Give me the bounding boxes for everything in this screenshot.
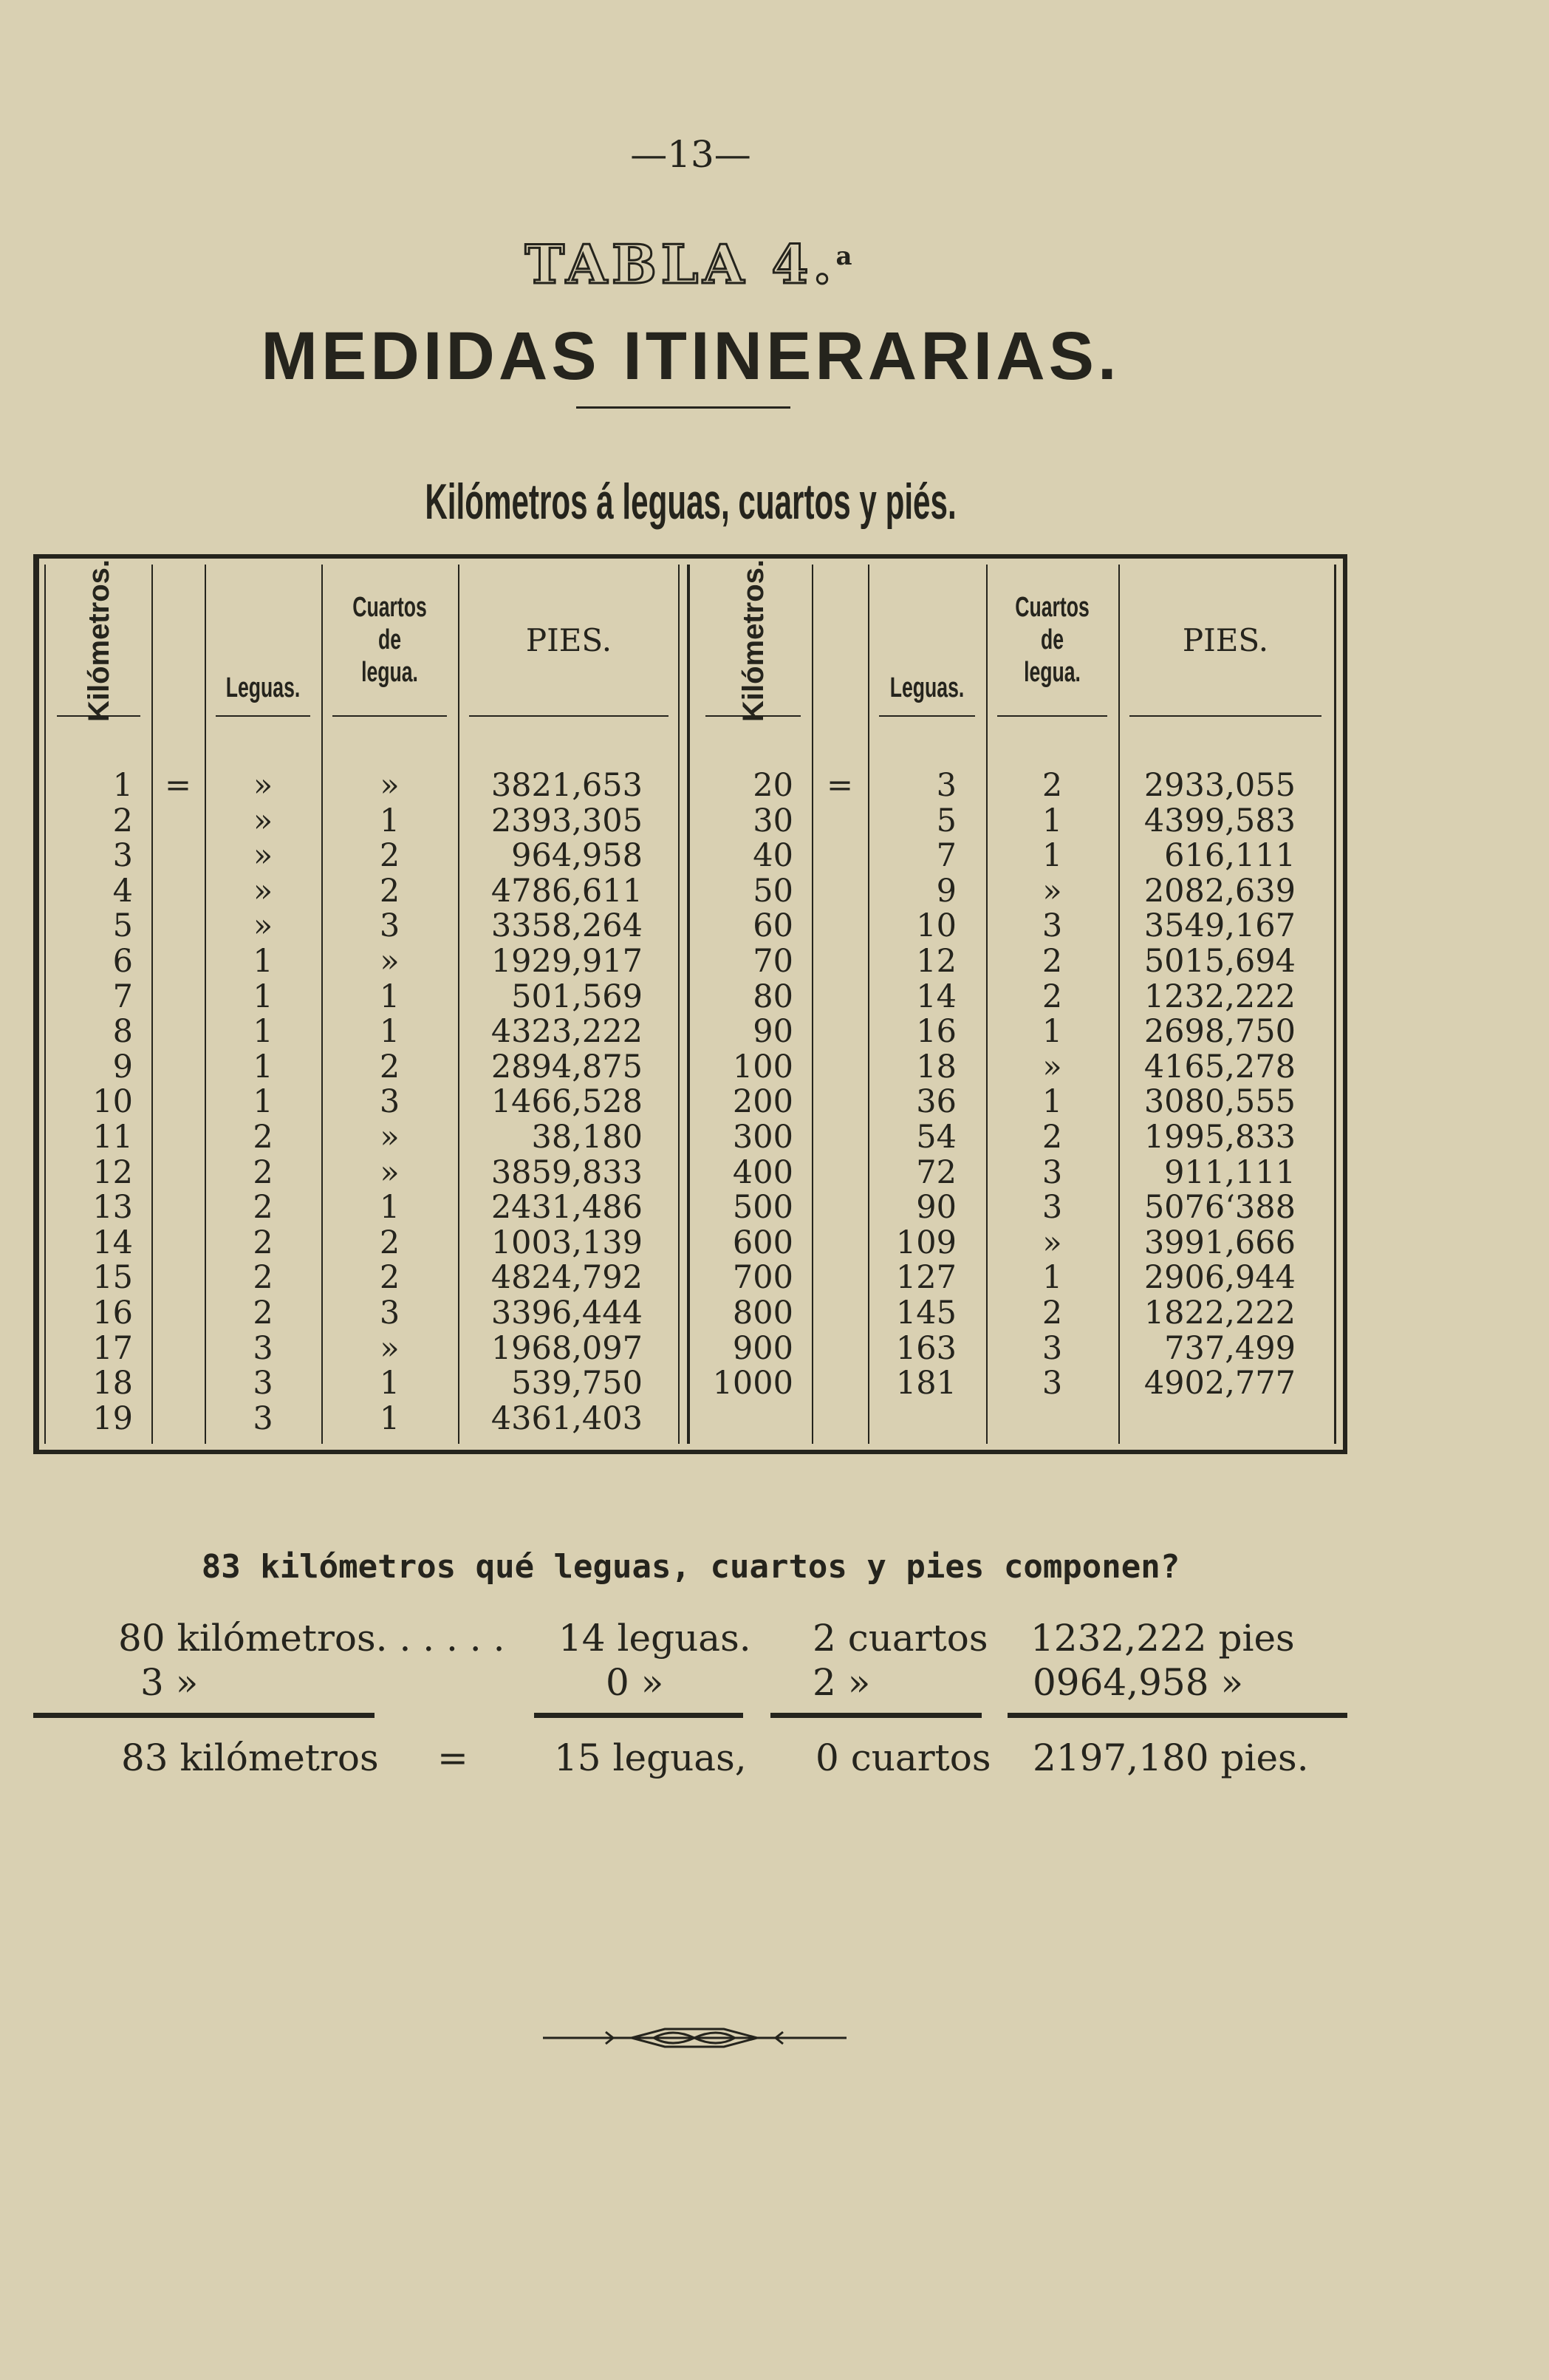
kilometros-cell: 700: [732, 1259, 793, 1297]
leguas-cell: 2: [253, 1259, 273, 1297]
cuartos-cell: 1: [379, 1365, 400, 1402]
table-label-text: TABLA 4.: [524, 233, 836, 296]
leguas-cell: 2: [253, 1153, 273, 1191]
leguas-cell: 1: [253, 978, 273, 1015]
leguas-cell: 54: [916, 1119, 957, 1156]
leguas-cell: 3: [936, 767, 957, 804]
cuartos-cell: 3: [379, 907, 400, 945]
pies-cell: 3821,653: [490, 767, 643, 804]
kilometros-cell: 2: [112, 802, 133, 839]
pies-cell: 4323,222: [490, 1013, 643, 1051]
leguas-cell: 163: [895, 1329, 957, 1367]
cuartos-cell: 3: [379, 1083, 400, 1121]
leguas-cell: »: [253, 872, 273, 910]
right-header-pies: PIES.: [1182, 621, 1269, 658]
ornament-divider-icon: [543, 2025, 847, 2051]
kilometros-cell: 400: [732, 1153, 793, 1191]
left-header-kilometros: [46, 559, 151, 723]
sum-rule-cuartos: [770, 1713, 982, 1718]
example-cuartos-2: 2 »: [813, 1661, 871, 1704]
kilometros-cell: 4: [112, 872, 133, 910]
pies-cell: 1968,097: [490, 1329, 643, 1367]
kilometros-cell: 50: [753, 872, 793, 910]
pies-cell: 501,569: [511, 978, 643, 1015]
right-header-cuartos: Cuartos de legua.: [1015, 592, 1090, 688]
pies-cell: 4361,403: [490, 1399, 643, 1437]
kilometros-cell: 16: [92, 1295, 133, 1331]
table-label: [0, 233, 1381, 296]
pies-cell: 4399,583: [1143, 802, 1296, 839]
cuartos-cell: 3: [1042, 1365, 1063, 1402]
sum-rule-leguas: [534, 1713, 743, 1718]
left-header-cuartos: Cuartos de legua.: [352, 592, 427, 688]
left-column-divider: [151, 565, 153, 1444]
pies-cell: 539,750: [511, 1365, 643, 1402]
cuartos-cell: 1: [379, 1399, 400, 1437]
cuartos-cell: 3: [1042, 907, 1063, 945]
pies-cell: 1822,222: [1143, 1295, 1296, 1331]
leguas-cell: 10: [916, 907, 957, 945]
leguas-cell: 2: [253, 1119, 273, 1156]
cuartos-cell: 3: [1042, 1189, 1063, 1227]
cuartos-cell: 2: [1042, 943, 1063, 980]
cuartos-cell: 1: [1042, 837, 1063, 875]
kilometros-cell: 20: [753, 767, 793, 804]
kilometros-cell: 60: [753, 907, 793, 945]
kilometros-cell: 90: [753, 1013, 793, 1051]
leguas-cell: 2: [253, 1224, 273, 1261]
pies-cell: 964,958: [511, 837, 643, 875]
cuartos-cell: »: [380, 1153, 400, 1191]
pies-cell: 2906,944: [1143, 1259, 1296, 1297]
leguas-cell: »: [253, 907, 273, 945]
example-question: 83 kilómetros qué leguas, cuartos y pies componen?: [201, 1548, 1180, 1586]
leguas-cell: »: [253, 837, 273, 875]
pies-cell: 3396,444: [490, 1295, 643, 1331]
leguas-cell: 1: [253, 1013, 273, 1051]
cuartos-cell: 3: [1042, 1153, 1063, 1191]
right-header-rule: [879, 715, 975, 717]
cuartos-cell: 2: [379, 837, 400, 875]
kilometros-cell: 14: [92, 1224, 133, 1261]
kilometros-cell: 70: [753, 943, 793, 980]
kilometros-cell: 6: [112, 943, 133, 980]
cuartos-cell: 1: [1042, 1259, 1063, 1297]
leguas-cell: 16: [916, 1013, 957, 1051]
kilometros-cell: 12: [92, 1153, 133, 1191]
cuartos-cell: 2: [1042, 978, 1063, 1015]
cuartos-cell: 2: [379, 1259, 400, 1297]
kilometros-cell: 40: [753, 837, 793, 875]
pies-cell: 3991,666: [1143, 1224, 1296, 1261]
leguas-cell: 3: [253, 1329, 273, 1367]
title-divider: [576, 406, 790, 409]
pies-cell: 2933,055: [1143, 767, 1296, 804]
sum-rule-km: [33, 1713, 375, 1718]
pies-cell: 4902,777: [1143, 1365, 1296, 1402]
example-leguas-1: 14 leguas.: [558, 1617, 751, 1660]
cuartos-cell: 1: [1042, 1013, 1063, 1051]
left-header-leguas: Leguas.: [225, 672, 301, 704]
result-cuartos: 0 cuartos: [815, 1736, 991, 1779]
example-cuartos-1: 2 cuartos: [813, 1617, 988, 1660]
cuartos-cell: 1: [379, 978, 400, 1015]
leguas-cell: 2: [253, 1189, 273, 1227]
leguas-cell: 1: [253, 1083, 273, 1121]
leguas-cell: 12: [916, 943, 957, 980]
kilometros-cell: 7: [112, 978, 133, 1015]
leguas-cell: »: [253, 767, 273, 804]
result-leguas: 15 leguas,: [554, 1736, 747, 1779]
kilometros-cell: 17: [92, 1329, 133, 1367]
pies-cell: 3549,167: [1143, 907, 1296, 945]
example-km-1: 80 kilómetros. . . . . .: [118, 1617, 505, 1660]
kilometros-cell: 500: [732, 1189, 793, 1227]
cuartos-cell: 2: [1042, 1119, 1063, 1156]
right-equals-sign: =: [826, 767, 854, 804]
kilometros-cell: 19: [92, 1399, 133, 1437]
right-column-divider: [812, 565, 813, 1444]
example-pies-1: 1232,222 pies: [1030, 1617, 1295, 1660]
leguas-cell: 1: [253, 1048, 273, 1085]
header-kilometros-label: Kilómetros.: [82, 559, 115, 723]
leguas-cell: 3: [253, 1399, 273, 1437]
cuartos-cell: 1: [379, 1189, 400, 1227]
kilometros-cell: 80: [753, 978, 793, 1015]
pies-cell: 2894,875: [490, 1048, 643, 1085]
pies-cell: 5076‘388: [1143, 1189, 1296, 1227]
cuartos-cell: 2: [1042, 767, 1063, 804]
pies-cell: 616,111: [1164, 837, 1296, 875]
kilometros-cell: 11: [92, 1119, 133, 1156]
right-header-leguas: Leguas.: [889, 672, 965, 704]
kilometros-cell: 8: [112, 1013, 133, 1051]
pies-cell: 1995,833: [1143, 1119, 1296, 1156]
pies-cell: 737,499: [1164, 1329, 1296, 1367]
cuartos-cell: 1: [379, 1013, 400, 1051]
kilometros-cell: 10: [92, 1083, 133, 1121]
kilometros-cell: 30: [753, 802, 793, 839]
center-double-line-b: [687, 565, 690, 1444]
leguas-cell: 127: [895, 1259, 957, 1297]
leguas-cell: 2: [253, 1295, 273, 1331]
pies-cell: 4165,278: [1143, 1048, 1296, 1085]
table-label-sup: a: [835, 242, 857, 271]
leguas-cell: 3: [253, 1365, 273, 1402]
page-title: MEDIDAS ITINERARIAS.: [261, 318, 1121, 394]
result-equals: =: [437, 1736, 468, 1779]
pies-cell: 1232,222: [1143, 978, 1296, 1015]
leguas-cell: 7: [936, 837, 957, 875]
kilometros-cell: 100: [732, 1048, 793, 1085]
kilometros-cell: 1: [112, 767, 133, 804]
pies-cell: 1929,917: [490, 943, 643, 980]
pies-cell: 1003,139: [490, 1224, 643, 1261]
pies-cell: 4824,792: [490, 1259, 643, 1297]
header-kilometros-label: Kilómetros.: [736, 559, 770, 723]
pies-cell: 2431,486: [490, 1189, 643, 1227]
leguas-cell: »: [253, 802, 273, 839]
left-header-pies: PIES.: [525, 621, 612, 658]
sum-rule-pies: [1008, 1713, 1347, 1718]
example-leguas-2: 0 »: [606, 1661, 664, 1704]
leguas-cell: 18: [916, 1048, 957, 1085]
pies-cell: 2698,750: [1143, 1013, 1296, 1051]
cuartos-cell: »: [380, 943, 400, 980]
kilometros-cell: 900: [732, 1329, 793, 1367]
leguas-cell: 36: [916, 1083, 957, 1121]
left-header-rule: [216, 715, 310, 717]
cuartos-cell: »: [1042, 872, 1062, 910]
result-km: 83 kilómetros: [121, 1736, 379, 1779]
kilometros-cell: 1000: [712, 1365, 793, 1402]
cuartos-cell: 1: [1042, 1083, 1063, 1121]
cuartos-cell: »: [380, 767, 400, 804]
kilometros-cell: 200: [732, 1083, 793, 1121]
page-number: —13—: [630, 133, 751, 176]
cuartos-cell: 2: [379, 1224, 400, 1261]
cuartos-cell: 1: [379, 802, 400, 839]
result-pies: 2197,180 pies.: [1033, 1736, 1309, 1779]
leguas-cell: 14: [916, 978, 957, 1015]
cuartos-cell: »: [380, 1329, 400, 1367]
leguas-cell: 181: [895, 1365, 957, 1402]
pies-cell: 1466,528: [490, 1083, 643, 1121]
right-inner-border: [1334, 565, 1336, 1444]
left-equals-sign: =: [164, 767, 192, 804]
cuartos-cell: »: [380, 1119, 400, 1156]
cuartos-cell: »: [1042, 1224, 1062, 1261]
cuartos-cell: 2: [379, 1048, 400, 1085]
kilometros-cell: 13: [92, 1189, 133, 1227]
pies-cell: 2082,639: [1143, 872, 1296, 910]
leguas-cell: 72: [916, 1153, 957, 1191]
cuartos-cell: 3: [1042, 1329, 1063, 1367]
leguas-cell: 9: [936, 872, 957, 910]
kilometros-cell: 300: [732, 1119, 793, 1156]
pies-cell: 4786,611: [490, 872, 643, 910]
pies-cell: 911,111: [1164, 1153, 1296, 1191]
cuartos-cell: 3: [379, 1295, 400, 1331]
kilometros-cell: 3: [112, 837, 133, 875]
kilometros-cell: 18: [92, 1365, 133, 1402]
pies-cell: 38,180: [531, 1119, 643, 1156]
kilometros-cell: 800: [732, 1295, 793, 1331]
kilometros-cell: 600: [732, 1224, 793, 1261]
kilometros-cell: 5: [112, 907, 133, 945]
pies-cell: 3358,264: [490, 907, 643, 945]
cuartos-cell: 1: [1042, 802, 1063, 839]
pies-cell: 3859,833: [490, 1153, 643, 1191]
cuartos-cell: 2: [1042, 1295, 1063, 1331]
right-header-kilometros: [694, 559, 812, 723]
kilometros-cell: 15: [92, 1259, 133, 1297]
leguas-cell: 5: [936, 802, 957, 839]
pies-cell: 2393,305: [490, 802, 643, 839]
leguas-cell: 145: [895, 1295, 957, 1331]
example-km-2: 3 »: [140, 1661, 199, 1704]
leguas-cell: 109: [895, 1224, 957, 1261]
kilometros-cell: 9: [112, 1048, 133, 1085]
leguas-cell: 1: [253, 943, 273, 980]
cuartos-cell: 2: [379, 872, 400, 910]
pies-cell: 3080,555: [1143, 1083, 1296, 1121]
pies-cell: 5015,694: [1143, 943, 1296, 980]
cuartos-cell: »: [1042, 1048, 1062, 1085]
leguas-cell: 90: [916, 1189, 957, 1227]
example-pies-2: 0964,958 »: [1033, 1661, 1244, 1704]
subtitle: Kilómetros á leguas, cuartos y piés.: [425, 474, 957, 530]
